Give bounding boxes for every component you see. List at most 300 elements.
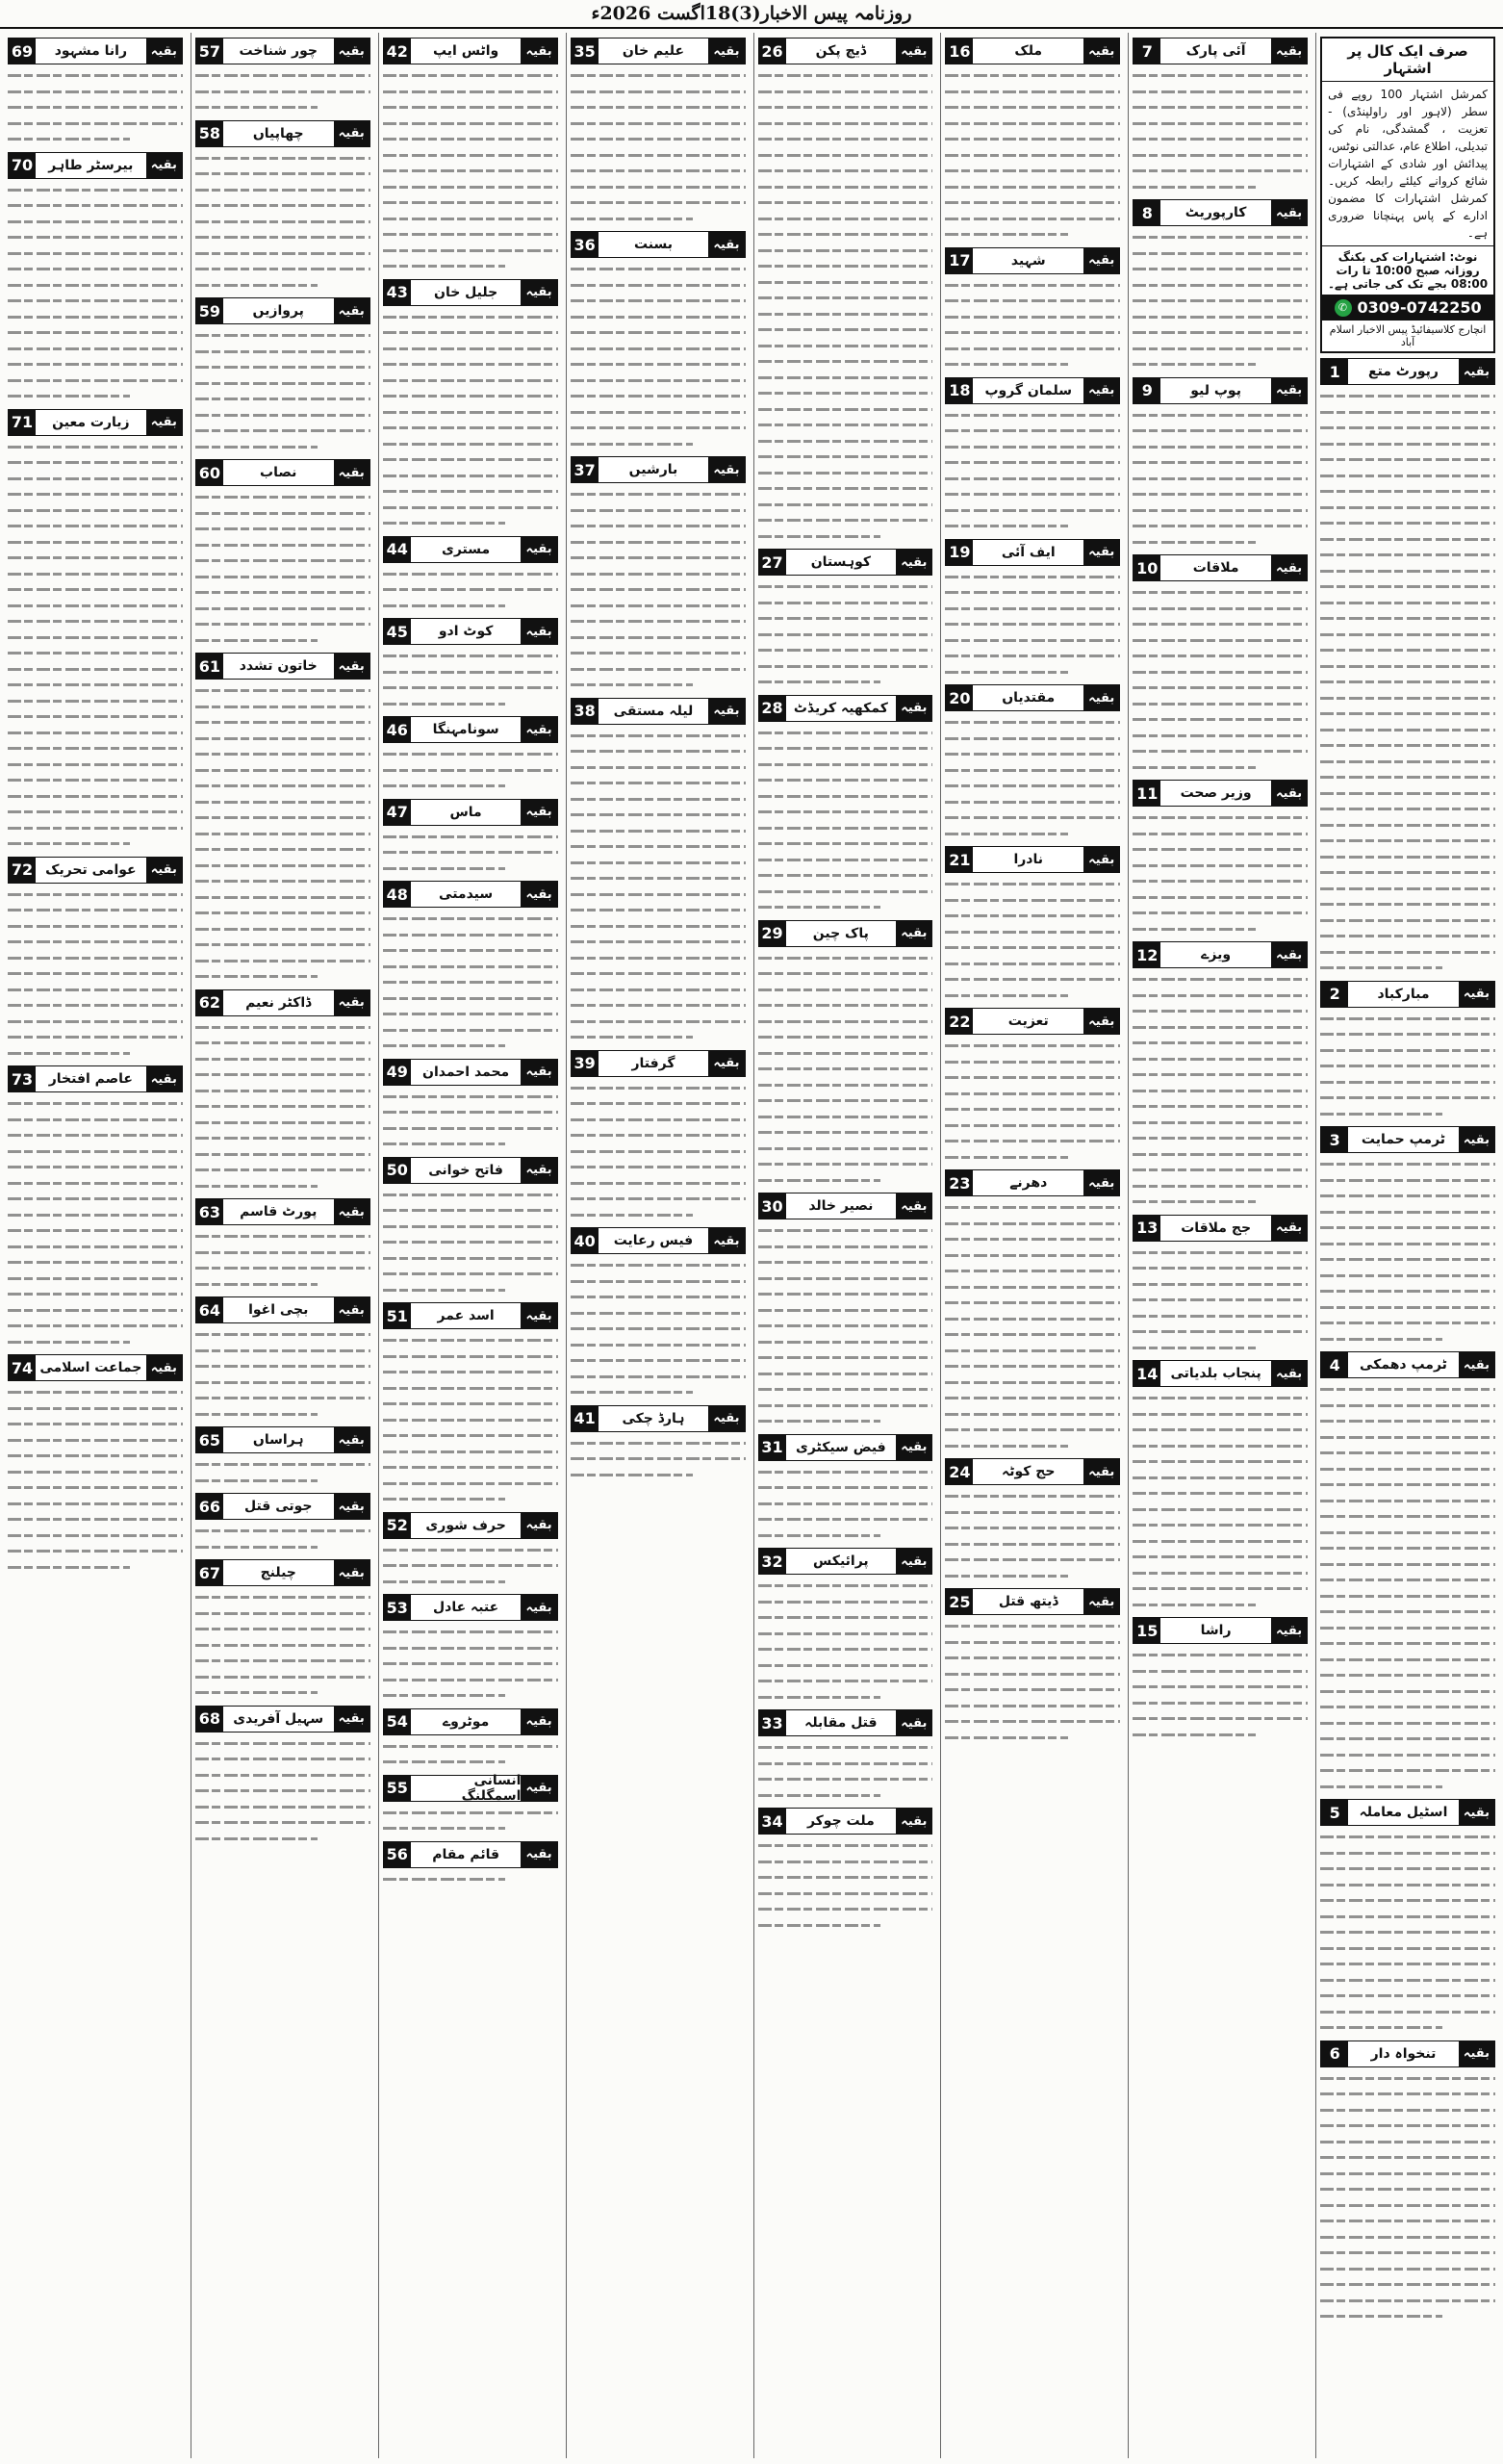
news-story — [758, 1808, 933, 1933]
story-header — [758, 1193, 933, 1219]
story-body-text — [945, 407, 1120, 534]
news-story — [571, 1050, 746, 1223]
news-story — [945, 1008, 1120, 1165]
story-number: 74 — [9, 1355, 36, 1380]
story-number: 16 — [946, 38, 973, 64]
text-line — [571, 997, 746, 1014]
story-body-text — [383, 1542, 558, 1590]
story-number: 21 — [946, 847, 973, 872]
story-header — [945, 377, 1120, 404]
story-continued-label: بقیہ — [334, 1199, 369, 1224]
news-story — [758, 920, 933, 1189]
story-header — [383, 618, 558, 645]
text-line — [1320, 1299, 1495, 1316]
text-line — [1320, 2134, 1495, 2150]
text-line — [8, 1464, 183, 1480]
text-line — [195, 1066, 370, 1083]
story-header — [195, 1198, 370, 1225]
story-continued-label: بقیہ — [1083, 847, 1119, 872]
text-line — [195, 1019, 370, 1036]
text-line — [195, 327, 370, 344]
story-number: 69 — [9, 38, 36, 64]
text-line — [383, 1250, 558, 1267]
text-line — [1320, 928, 1495, 944]
text-line — [8, 1286, 183, 1302]
story-title: ملاقات — [1192, 560, 1239, 576]
text-line — [1133, 67, 1308, 84]
text-line — [1133, 1162, 1308, 1178]
text-line — [383, 927, 558, 943]
news-story — [1133, 1617, 1308, 1742]
text-line — [945, 1263, 1120, 1279]
text-line — [1133, 179, 1308, 195]
text-line — [383, 762, 558, 779]
text-line — [1133, 616, 1308, 632]
story-body-text — [383, 1624, 558, 1704]
text-line — [945, 454, 1120, 471]
text-line — [8, 1302, 183, 1319]
text-line — [1320, 1892, 1495, 1909]
story-header — [758, 38, 933, 64]
text-line — [945, 179, 1120, 195]
text-line — [945, 1536, 1120, 1553]
text-line — [758, 338, 933, 354]
story-number: 67 — [196, 1560, 223, 1585]
text-line — [8, 1527, 183, 1544]
story-continued-label: بقیہ — [334, 990, 369, 1015]
text-line — [758, 417, 933, 433]
text-line — [758, 982, 933, 998]
story-title: ہراساں — [252, 1432, 304, 1448]
text-line — [571, 1467, 746, 1483]
text-line — [1133, 921, 1308, 937]
story-body-text — [195, 1735, 370, 1847]
story-number: 3 — [1321, 1127, 1348, 1152]
story-number: 72 — [9, 858, 36, 883]
text-line — [383, 483, 558, 500]
story-title: سیدمتی — [439, 886, 494, 902]
story-continued-label: بقیہ — [1083, 38, 1119, 64]
story-title: پرائیکس — [813, 1553, 869, 1569]
text-line — [758, 674, 933, 690]
text-line — [1133, 518, 1308, 534]
text-line — [758, 353, 933, 370]
text-line — [8, 708, 183, 725]
text-line — [758, 370, 933, 386]
story-body-text — [571, 1257, 746, 1400]
news-story — [383, 1594, 558, 1704]
story-continued-label: بقیہ — [521, 1842, 556, 1867]
news-column — [1128, 33, 1312, 2458]
story-title: انسانی اسمگلنگ — [461, 1772, 522, 1804]
ad-footer: انچارج کلاسیفائیڈ پیس الاخبار اسلام آباد — [1329, 323, 1487, 348]
news-story — [383, 716, 558, 794]
text-line — [195, 1783, 370, 1799]
text-line — [1133, 1565, 1308, 1581]
text-line — [1320, 1652, 1495, 1668]
story-number: 60 — [196, 460, 223, 485]
text-line — [571, 293, 746, 309]
story-number: 31 — [759, 1435, 786, 1460]
text-line — [195, 826, 370, 842]
text-line — [8, 1207, 183, 1223]
news-story — [571, 38, 746, 226]
story-title: مقتدیاں — [1002, 690, 1056, 706]
text-line — [195, 873, 370, 889]
text-line — [195, 197, 370, 214]
text-line — [195, 1799, 370, 1815]
story-body-text — [383, 1187, 558, 1298]
text-line — [758, 131, 933, 147]
story-header — [945, 247, 1120, 274]
story-title: آئی پارک — [1185, 43, 1246, 59]
story-title: وزیر صحت — [1180, 785, 1252, 801]
text-line — [571, 1257, 746, 1273]
story-continued-label: بقیہ — [146, 38, 182, 64]
text-line — [758, 642, 933, 658]
text-line — [1133, 1580, 1308, 1597]
story-continued-label: بقیہ — [1271, 781, 1307, 806]
story-number: 58 — [196, 121, 223, 146]
text-line — [571, 341, 746, 357]
text-line — [195, 214, 370, 230]
text-line — [945, 1650, 1120, 1666]
story-header — [383, 1708, 558, 1735]
story-number: 43 — [384, 280, 411, 305]
text-line — [758, 433, 933, 449]
text-line — [1320, 737, 1495, 754]
text-line — [1133, 1260, 1308, 1276]
text-line — [1133, 711, 1308, 728]
story-continued-label: بقیہ — [896, 38, 931, 64]
text-line — [1133, 1453, 1308, 1470]
text-line — [571, 1337, 746, 1353]
text-line — [383, 84, 558, 100]
text-line — [1133, 696, 1308, 712]
text-line — [8, 1511, 183, 1527]
text-line — [1320, 1731, 1495, 1747]
story-header — [571, 1050, 746, 1077]
text-line — [195, 921, 370, 937]
text-line — [571, 1014, 746, 1030]
news-story — [383, 536, 558, 614]
text-line — [758, 1222, 933, 1239]
text-line — [571, 982, 746, 998]
text-line — [8, 661, 183, 678]
text-line — [945, 1343, 1120, 1359]
text-line — [8, 1400, 183, 1417]
text-line — [1320, 1315, 1495, 1331]
text-line — [1320, 515, 1495, 531]
text-line — [1320, 706, 1495, 722]
text-line — [1133, 905, 1308, 921]
story-header — [195, 38, 370, 64]
text-line — [1133, 116, 1308, 132]
text-line — [945, 1406, 1120, 1423]
text-line — [571, 838, 746, 855]
text-line — [383, 258, 558, 274]
news-story — [945, 539, 1120, 680]
story-body-text — [1320, 388, 1495, 976]
story-continued-label: بقیہ — [521, 1709, 556, 1734]
story-header — [945, 1008, 1120, 1035]
text-line — [1133, 341, 1308, 357]
text-line — [1133, 584, 1308, 601]
story-title: ماس — [449, 804, 482, 820]
text-line — [383, 974, 558, 990]
text-line — [1320, 436, 1495, 452]
story-continued-label: بقیہ — [1083, 1170, 1119, 1195]
text-line — [195, 953, 370, 969]
story-continued-label: بقیہ — [146, 858, 182, 883]
text-line — [195, 632, 370, 649]
text-line — [195, 1751, 370, 1767]
story-continued-label: بقیہ — [1271, 1618, 1307, 1643]
story-header — [945, 1458, 1120, 1485]
text-line — [8, 804, 183, 820]
text-line — [571, 918, 746, 935]
story-body-text — [945, 277, 1120, 372]
text-line — [8, 1239, 183, 1255]
text-line — [758, 306, 933, 322]
ad-text: کمرشل اشتہار 100 روپے فی سطر (لاہور اور راولپنڈی) - تعزیت ، گمشدگی، نام کی تبدیلی، اطلاع عام، عدالتی نوٹس، پیدائش اور شادی کے اشتہارات شائع کروانے کیلئے رابطہ کریں۔ کمرشل اشتہارات کا مضمون ادارے کے پاس پہنچانا ضروری ہے۔ — [1328, 88, 1488, 240]
story-continued-label: بقیہ — [1271, 38, 1307, 64]
story-number: 41 — [572, 1406, 599, 1431]
text-line — [1133, 664, 1308, 680]
text-line — [383, 356, 558, 372]
story-header — [8, 857, 183, 884]
masthead: روزنامہ پیس الاخبار(3)18اگست 2026ء — [0, 0, 1503, 29]
text-line — [1133, 1066, 1308, 1083]
news-story — [945, 1588, 1120, 1745]
story-number: 28 — [759, 696, 786, 721]
news-story — [195, 1198, 370, 1292]
text-line — [1320, 2308, 1495, 2324]
text-line — [383, 1187, 558, 1203]
text-line — [8, 1045, 183, 1062]
news-story — [8, 1065, 183, 1349]
story-header — [1133, 1617, 1308, 1644]
text-line — [195, 937, 370, 953]
story-number: 42 — [384, 38, 411, 64]
news-story — [383, 1841, 558, 1887]
story-title: شہید — [1010, 252, 1046, 269]
news-story — [1133, 780, 1308, 937]
text-line — [383, 1412, 558, 1428]
story-body-text — [758, 1739, 933, 1803]
story-continued-label: بقیہ — [521, 1303, 556, 1328]
text-line — [195, 150, 370, 167]
story-body-text — [945, 876, 1120, 1003]
text-line — [758, 179, 933, 195]
text-line — [195, 1178, 370, 1194]
story-number: 29 — [759, 921, 786, 946]
text-line — [945, 1438, 1120, 1454]
text-line — [758, 1302, 933, 1319]
text-line — [571, 84, 746, 100]
text-line — [195, 1374, 370, 1391]
text-line — [1133, 1276, 1308, 1293]
story-body-text — [1133, 971, 1308, 1210]
text-line — [1133, 1438, 1308, 1454]
news-story — [8, 857, 183, 1062]
text-line — [945, 1054, 1120, 1070]
text-line — [1133, 1695, 1308, 1711]
story-number: 7 — [1134, 38, 1160, 64]
text-line — [571, 502, 746, 519]
news-column — [4, 33, 187, 2458]
story-title: رانا مشہود — [54, 43, 128, 59]
text-line — [945, 324, 1120, 341]
story-title: کوٹ ادو — [438, 624, 494, 639]
story-number: 25 — [946, 1589, 973, 1614]
text-line — [1320, 531, 1495, 548]
story-header — [383, 716, 558, 743]
story-header — [945, 1169, 1120, 1196]
text-line — [195, 968, 370, 985]
text-line — [571, 179, 746, 195]
story-title: عوامی تحریک — [45, 861, 137, 878]
story-title: ملت چوکر — [806, 1813, 875, 1829]
text-line — [8, 566, 183, 582]
text-line — [383, 515, 558, 531]
text-line — [8, 372, 183, 389]
text-line — [195, 67, 370, 84]
story-header — [1133, 1360, 1308, 1387]
text-line — [758, 835, 933, 852]
text-line — [571, 324, 746, 341]
story-title: تعزیت — [1007, 1014, 1049, 1029]
text-line — [1320, 1331, 1495, 1348]
story-body-text — [8, 1384, 183, 1575]
text-line — [8, 965, 183, 982]
text-line — [195, 809, 370, 826]
text-line — [1320, 483, 1495, 500]
text-line — [195, 1539, 370, 1555]
text-line — [8, 645, 183, 661]
text-line — [571, 436, 746, 452]
text-line — [8, 613, 183, 629]
text-line — [1133, 1533, 1308, 1550]
text-line — [571, 404, 746, 421]
text-line — [758, 1511, 933, 1527]
text-line — [383, 959, 558, 975]
text-line — [1133, 759, 1308, 776]
text-line — [1133, 84, 1308, 100]
story-title: چیلنج — [260, 1565, 296, 1580]
text-line — [1133, 680, 1308, 696]
text-line — [1320, 2004, 1495, 2020]
text-line — [1133, 1245, 1308, 1261]
text-line — [383, 1396, 558, 1412]
story-header — [195, 120, 370, 147]
text-line — [758, 965, 933, 982]
news-story — [758, 1434, 933, 1544]
text-line — [8, 356, 183, 372]
story-continued-label: بقیہ — [334, 1707, 369, 1732]
text-line — [383, 844, 558, 860]
text-line — [571, 855, 746, 871]
text-line — [1133, 1422, 1308, 1438]
text-line — [571, 309, 746, 325]
text-line — [571, 1321, 746, 1337]
text-line — [1133, 1178, 1308, 1194]
news-story — [195, 297, 370, 454]
story-header — [383, 38, 558, 64]
text-line — [945, 277, 1120, 294]
text-line — [1320, 1572, 1495, 1588]
story-number: 44 — [384, 537, 411, 562]
text-line — [195, 584, 370, 601]
story-number: 30 — [759, 1194, 786, 1219]
text-line — [945, 1117, 1120, 1134]
story-body-text — [195, 489, 370, 648]
text-line — [1320, 1715, 1495, 1732]
text-line — [945, 988, 1120, 1004]
text-line — [195, 1098, 370, 1115]
text-line — [758, 1837, 933, 1854]
text-line — [758, 1254, 933, 1270]
text-line — [383, 116, 558, 132]
whatsapp-icon: ✆ — [1335, 299, 1352, 317]
story-body-text — [945, 714, 1120, 841]
story-continued-label: بقیہ — [334, 654, 369, 679]
text-line — [383, 131, 558, 147]
text-line — [195, 1276, 370, 1293]
story-number: 27 — [759, 550, 786, 575]
text-line — [945, 616, 1120, 632]
text-line — [383, 860, 558, 877]
text-line — [758, 1318, 933, 1334]
story-title: پروازیں — [252, 303, 304, 319]
text-line — [1320, 2197, 1495, 2214]
story-continued-label: بقیہ — [1083, 378, 1119, 403]
story-number: 71 — [9, 410, 36, 435]
text-line — [571, 1289, 746, 1305]
text-line — [758, 804, 933, 820]
text-line — [571, 886, 746, 903]
text-line — [945, 1520, 1120, 1536]
text-line — [1320, 1283, 1495, 1299]
text-line — [8, 293, 183, 309]
text-line — [758, 99, 933, 116]
text-line — [195, 1343, 370, 1359]
text-line — [758, 1901, 933, 1917]
text-line — [945, 1698, 1120, 1714]
text-line — [8, 534, 183, 551]
text-line — [1320, 2229, 1495, 2246]
story-continued-label: بقیہ — [708, 232, 744, 257]
news-story — [195, 1426, 370, 1488]
text-line — [1320, 1398, 1495, 1414]
text-line — [383, 1805, 558, 1821]
text-line — [195, 245, 370, 262]
text-line — [195, 489, 370, 505]
text-line — [8, 725, 183, 741]
text-line — [383, 1332, 558, 1348]
text-line — [383, 372, 558, 389]
story-continued-label: بقیہ — [708, 457, 744, 482]
text-line — [8, 99, 183, 116]
text-line — [758, 820, 933, 836]
text-line — [571, 1175, 746, 1192]
text-line — [1320, 1026, 1495, 1042]
text-line — [8, 1175, 183, 1192]
story-header — [195, 653, 370, 680]
text-line — [1320, 1525, 1495, 1541]
news-column — [753, 33, 937, 2458]
text-line — [195, 1406, 370, 1423]
